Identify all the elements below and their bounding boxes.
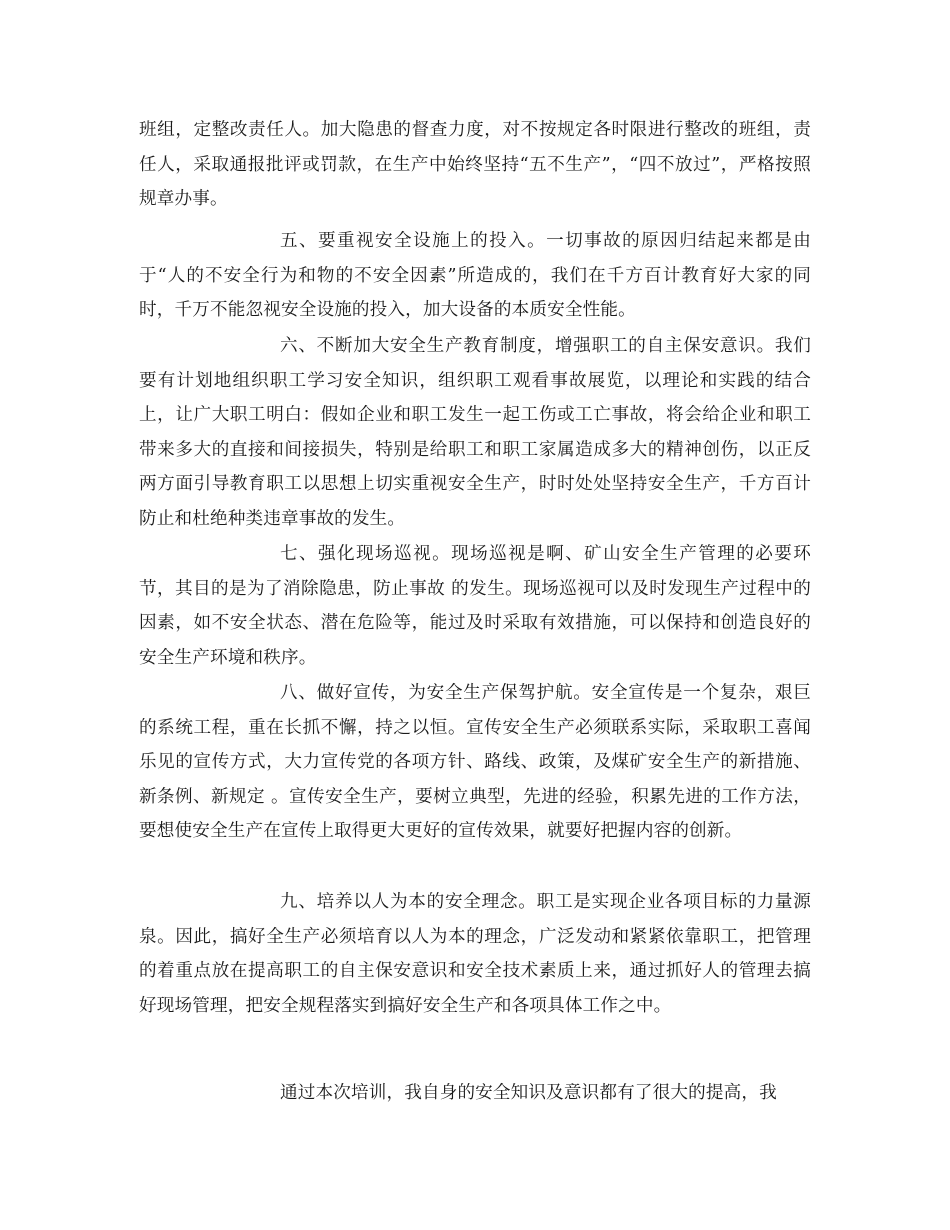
- paragraph-text: 五、要重视安全设施上的投入。一切事故的原因归结起来都是由于“人的不安全行为和物的不安全因素”所造成的，我们在千方百计教育好大家的同时，千万不能忽视安全设施的投入，加大设备的本质安全性能。: [139, 231, 811, 321]
- paragraph-conclusion: [139, 1076, 811, 1111]
- paragraph-text: 通过本次培训，我自身的安全知识及意识都有了很大的提高，我: [280, 1083, 777, 1103]
- paragraph-continued: [139, 113, 811, 217]
- paragraph-text: 八、做好宣传，为安全生产保驾护航。安全宣传是一个复杂，艰巨的系统工程，重在长抓不懈，持之以恒。宣传安全生产必须联系实际，采取职工喜闻乐见的宣传方式，大力宣传党的各项方针、路线、政策，及煤矿安全生产的新措施、新条例、新规定 。宣传安全生产，要树立典型，先进的经验，积累先进的工作方法，要想使安全生产在宣传上取得更大更好的宣传效果，就要好把握内容的创新。: [139, 683, 811, 842]
- paragraph-text: 七、强化现场巡视。现场巡视是啊、矿山安全生产管理的必要环节，其目的是为了消除隐患，防止事故 的发生。现场巡视可以及时发现生产过程中的因素，如不安全状态、潜在危险等，能过及时采取有效措施，可以保持和创造良好的安全生产环境和秩序。: [139, 544, 811, 668]
- paragraph-item-five: [139, 224, 811, 328]
- paragraph-text: 九、培养以人为本的安全理念。职工是实现企业各项目标的力量源泉。因此，搞好全生产必须培育以人为本的理念，广泛发动和紧紧依靠职工，把管理的着重点放在提高职工的自主保安意识和安全技术素质上来，通过抓好人的管理去搞好现场管理，把安全规程落实到搞好安全生产和各项具体工作之中。: [139, 892, 811, 1016]
- paragraph-item-eight: [139, 676, 811, 849]
- paragraph-item-seven: [139, 537, 811, 675]
- paragraph-text: 班组，定整改责任人。加大隐患的督查力度，对不按规定各时限进行整改的班组，责任人，采取通报批评或罚款，在生产中始终坚持“五不生产”，“四不放过”，严格按照规章办事。: [139, 120, 811, 210]
- paragraph-text: 六、不断加大安全生产教育制度，增强职工的自主保安意识。我们要有计划地组织职工学习安全知识，组织职工观看事故展览，以理论和实践的结合上，让广大职工明白：假如企业和职工发生一起工伤或工亡事故，将会给企业和职工带来多大的直接和间接损失，特别是给职工和职工家属造成多大的精神创伤，以正反两方面引导教育职工以思想上切实重视安全生产，时时处处坚持安全生产，千方百计防止和杜绝种类违章事故的发生。: [139, 336, 811, 529]
- paragraph-item-nine: [139, 885, 811, 1023]
- paragraph-item-six: [139, 329, 811, 537]
